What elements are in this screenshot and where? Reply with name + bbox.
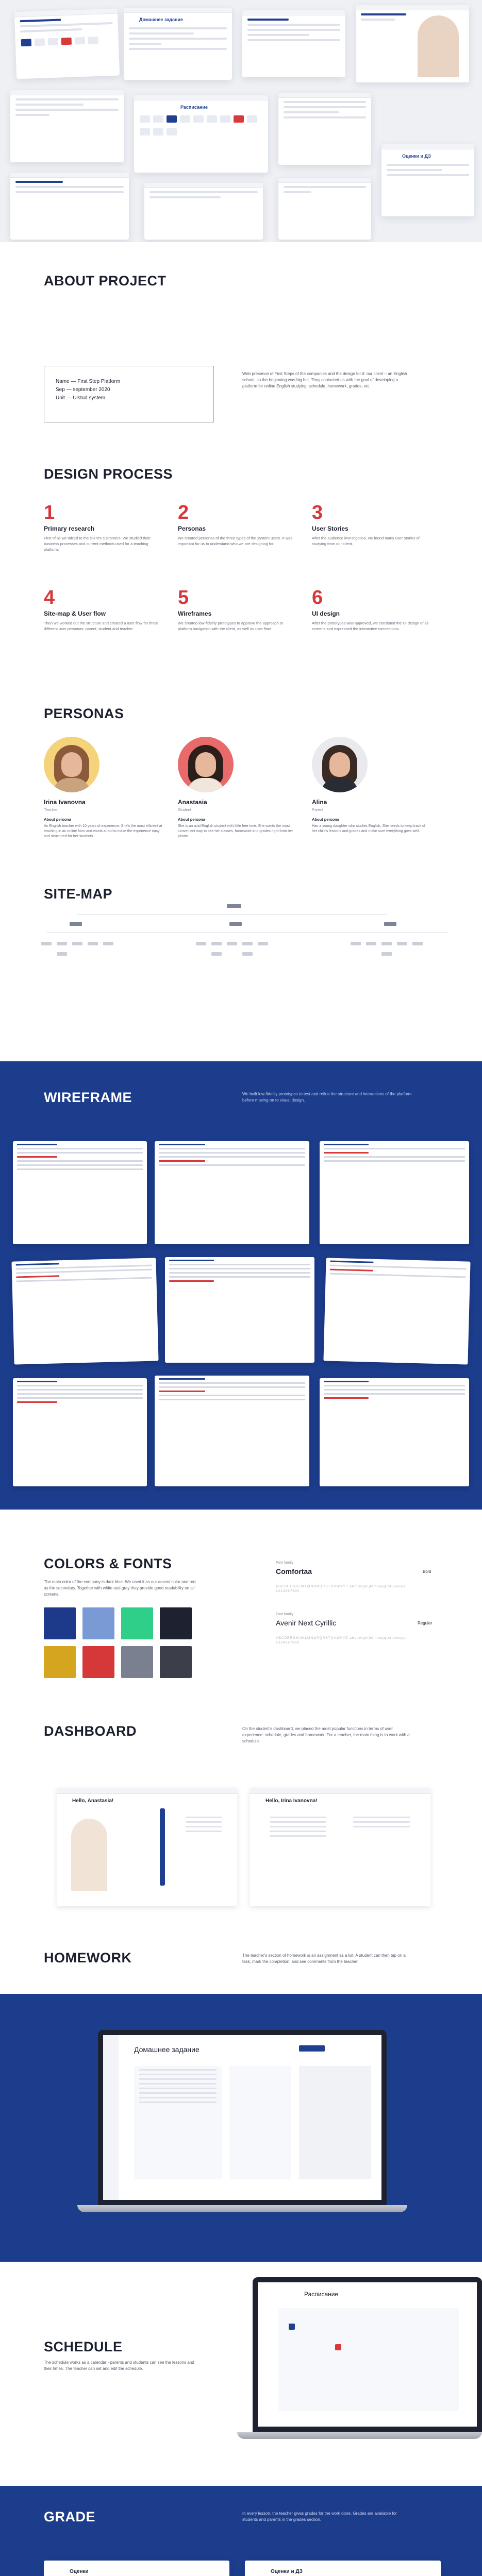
sitemap-node [227,942,237,945]
schedule-text: The schedule works as a calendar - parents and students can see the lessons and their times. The teacher can set and edit the schedule. [44,2360,194,2371]
sitemap-node [381,952,392,956]
step-number: 2 [178,502,189,523]
step-number: 3 [312,502,323,523]
hero-mock-messages [278,178,371,240]
process-step [178,502,296,547]
font-sample: ABCDEFGHIJKLMNOPQRSTUVWXYZ abcdefghijklmnopqrstuvwxyz 1234567890 [276,1636,406,1645]
process-step [312,502,430,547]
sitemap-node [384,922,396,926]
sitemap-node [57,952,67,956]
hero-mock-dashboard [14,9,120,79]
sitemap-node [227,904,241,908]
color-swatch [121,1646,153,1678]
font-label: Font family [276,1561,294,1565]
sitemap-node [72,942,82,945]
hero-mock-grades-homework [381,144,474,216]
color-swatch [82,1607,114,1639]
process-step [44,502,162,552]
step-title: User Stories [312,525,348,532]
dashboard-teacher-screen [250,1788,430,1906]
step-desc: After the audience investigation, we found many user stories of studying from our client. [312,536,420,546]
hero-mock-homework [124,8,232,80]
sitemap-node [351,942,361,945]
sitemap-node [211,952,222,956]
wireframe-screen [323,1258,470,1364]
grade-heading: GRADE [44,2509,96,2524]
step-number: 1 [44,502,55,523]
wireframe-screen [320,1141,469,1244]
hero-section [0,0,482,242]
hero-title-homework: Домашнее задание [139,17,183,22]
color-swatch [44,1607,76,1639]
hero-mock-profile [10,173,129,240]
dashboard-text: On the student's dashboard, we placed the most popular functions in terms of user experience: schedule, grades and homework. For a teacher, the main thing is to work with a schedule. [242,1726,410,1743]
font-weight: Bold [423,1569,431,1574]
sitemap-node [41,942,52,945]
process-step [178,587,296,632]
persona-name: Irina Ivanovna [44,799,86,806]
sitemap-node [57,942,67,945]
sitemap-node [397,942,407,945]
wireframe-screen [155,1376,309,1486]
sitemap-node [242,942,253,945]
colors-heading: COLORS & FONTS [44,1556,172,1571]
hero-mock-list [242,10,345,77]
persona-role: Parent [312,807,324,812]
sitemap-node [412,942,423,945]
grade-homework-title: Оценки и ДЗ [271,2569,303,2574]
sitemap-node [229,922,242,926]
sitemap-node [88,942,98,945]
persona-avatar [44,737,99,792]
step-title: UI design [312,610,340,617]
step-desc: We created personas of the three types of the system users. It was important for us to understand who we are designing for. [178,536,293,546]
about-unit-line: Unit — Ulstud system [56,395,106,401]
font-weight: Regular [418,1621,433,1625]
sitemap-node [258,942,268,945]
hero-mock-schedule [134,95,268,173]
wireframe-screen [320,1378,469,1486]
hero-title-grades: Оценки и ДЗ [402,154,431,159]
color-swatch [82,1646,114,1678]
sitemap-heading: SITE-MAP [44,886,113,902]
font-label: Font family [276,1613,294,1616]
grade-text: In every lesson, the teacher gives grades for the work done. Grades are available for students and parents in the grades section. [242,2511,397,2522]
hero-mock-payments [144,183,263,240]
homework-screen-title: Домашнее задание [134,2045,200,2054]
color-swatch [160,1646,192,1678]
step-title: Wireframes [178,610,212,617]
process-heading: DESIGN PROCESS [44,466,173,482]
persona-desc: She is an avid English student with little free time. She wants the most convenient way to see her classes, homework and grades right from her phone. [178,824,293,838]
color-swatch [44,1646,76,1678]
font-name: Comfortaa [276,1567,312,1575]
hero-mock-welcome [356,5,469,82]
persona-avatar [312,737,368,792]
homework-heading: HOMEWORK [44,1950,132,1965]
step-title: Primary research [44,525,95,532]
sitemap-node [366,942,376,945]
wireframe-screen [11,1258,158,1364]
persona-desc: An English teacher with 10 years of experience. She's the most efficient at teaching in an online form and wants a tool to make the experience easy and structured for her students. [44,824,162,838]
grade-screen-title: Оценки [70,2569,89,2574]
persona-role: Student [178,807,191,812]
persona-name: Alina [312,799,327,806]
wireframe-section [0,1061,482,1510]
persona-card [44,737,162,839]
step-desc: After the prototypes was approved, we consisted the UI design of all screens and expressed the interactive connections. [312,621,428,631]
dashboard-teacher-title: Hello, Irina Ivanovna! [265,1798,318,1804]
grade-screen [44,2561,229,2576]
dashboard-heading: DASHBOARD [44,1723,137,1739]
persona-name: Anastasia [178,799,207,806]
persona-card [178,737,296,839]
persona-desc: Has a young daughter who studies English. She needs to keep track of her child's lessons and grades and make sure everything goes well. [312,824,425,833]
sitemap-node [242,952,253,956]
grade-section [0,2486,482,2576]
wireframe-screen [165,1257,314,1363]
wireframe-heading: WIREFRAME [44,1090,132,1105]
persona-subtitle: About persona [312,817,339,822]
sitemap-node [381,942,392,945]
sitemap-node [70,922,82,926]
wireframe-screen [13,1378,147,1486]
about-heading: ABOUT PROJECT [44,273,167,289]
grade-homework-screen [245,2561,441,2576]
dashboard-student-screen [57,1788,237,1906]
about-dates-line: Sep — september 2020 [56,387,110,393]
persona-subtitle: About persona [178,817,205,822]
colors-text: The main color of the company is dark blue. We used it as our accent color and red as the secondary. Together with white and grey they provide good readability on all screens. [44,1580,196,1597]
personas-heading: PERSONAS [44,706,124,721]
persona-subtitle: About persona [44,817,71,822]
step-number: 4 [44,587,55,608]
step-title: Personas [178,525,206,532]
about-text: Web presence of First Steps of the companies and the design for it: our client – an English school, so the beginning was big but. They contacted us with the goal of developing a platform for online English studying: schedule, homework, grades, etc. [242,371,407,388]
font-sample: ABCDEFGHIJKLMNOPQRSTUVWXYZ abcdefghijklmnopqrstuvwxyz 1234567890 [276,1585,406,1593]
schedule-laptop [253,2277,482,2432]
step-desc: We created low-fidelity prototypes to approve the approach to platform navigation with the client, as well as user flow. [178,621,284,631]
sitemap-node [211,942,222,945]
color-swatch [160,1607,192,1639]
schedule-heading: SCHEDULE [44,2339,123,2354]
sitemap-node [103,942,113,945]
process-step [312,587,430,632]
step-number: 6 [312,587,323,608]
color-swatch [121,1607,153,1639]
wireframe-screen [13,1141,147,1244]
laptop-base [237,2432,482,2439]
about-info-box [44,366,214,422]
hero-mock-grades [10,90,124,162]
process-step [44,587,162,632]
hero-mock-lessons [278,93,371,165]
dashboard-student-title: Hello, Anastasia! [72,1798,114,1804]
step-desc: First of all we talked to the client's customers. We studied their business processes and current methods used for a teaching platform. [44,536,151,552]
homework-laptop [98,2030,387,2205]
wireframe-screen [155,1141,309,1244]
persona-avatar [178,737,234,792]
font-name: Avenir Next Cyrillic [276,1619,337,1627]
schedule-screen-title: Расписание [304,2291,339,2298]
hero-title-schedule: Расписание [180,105,208,110]
about-name-line: Name — First Step Platform [56,379,121,384]
step-number: 5 [178,587,189,608]
laptop-base [77,2205,407,2212]
wireframe-text: We built low-fidelity prototypes to test and refine the structure and interactions of the platform before moving on to visual design. [242,1092,412,1103]
homework-text: The teacher's section of homework is an assignment as a list. A student can then tap on a task, mark the completion, and see comments from the teacher. [242,1953,406,1964]
persona-role: Teacher [44,807,58,812]
sitemap-node [196,942,206,945]
step-desc: Then we worked out the structure and created a user flow for three different user personas: parent, student and teacher. [44,621,158,631]
persona-card [312,737,430,834]
homework-showcase [0,1994,482,2262]
step-title: Site-map & User flow [44,610,106,617]
